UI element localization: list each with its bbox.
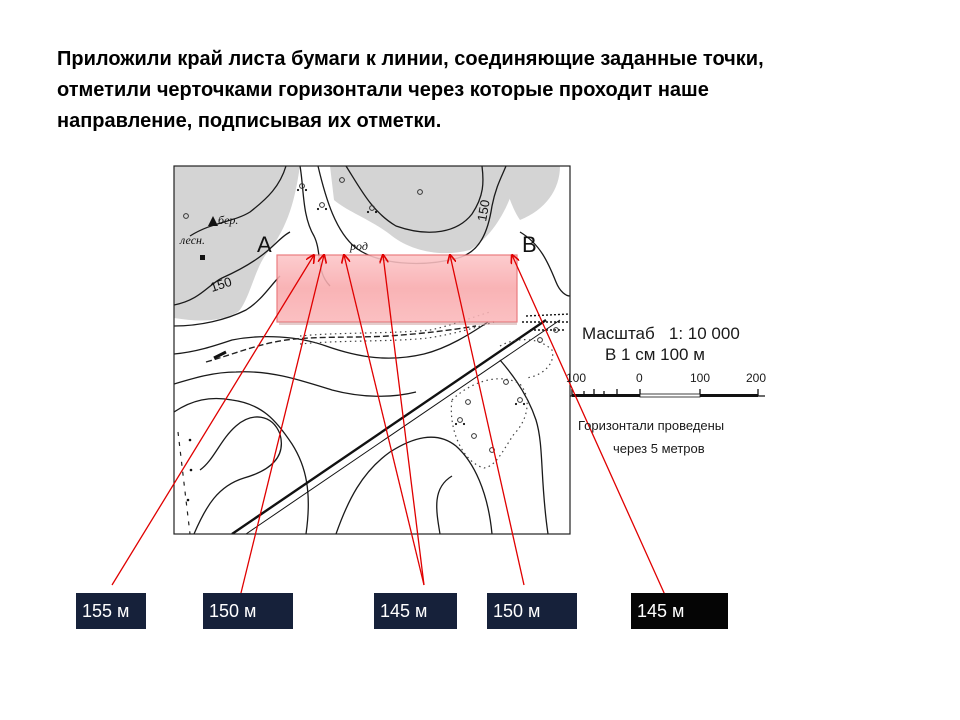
- contour-interval-note-2: через 5 метров: [613, 441, 705, 456]
- contour-label-150-top: 150: [474, 198, 493, 223]
- map-text-rod: род: [350, 239, 368, 253]
- contour-interval-note-1: Горизонтали проведены: [578, 418, 725, 433]
- map-text-ber: бер.: [218, 213, 239, 227]
- scale-title: Масштаб 1: 10 000: [582, 324, 740, 343]
- scale-tick-200: 200: [746, 371, 767, 385]
- scale-legend: [570, 389, 765, 397]
- scale-tick-100: 100: [690, 371, 711, 385]
- paper-strip: [277, 255, 517, 322]
- heading-line-2: отметили черточками горизонтали через которые проходит наше: [57, 79, 709, 101]
- contour-label-150-left: 150: [208, 273, 234, 295]
- heading-line-1: Приложили край листа бумаги к линии, соединяющие заданные точки,: [57, 48, 764, 70]
- survey-point-icon: [200, 255, 205, 260]
- elevation-label-145-right: 145 м: [631, 593, 728, 629]
- elevation-label-150-left: 150 м: [203, 593, 293, 629]
- elevation-label-150-right: 150 м: [487, 593, 577, 629]
- heading-line-3: направление, подписывая их отметки.: [57, 110, 442, 132]
- point-b-label: B: [522, 232, 537, 257]
- scale-subtitle: В 1 см 100 м: [605, 345, 705, 364]
- paper-strip-shadow: [279, 322, 517, 325]
- elevation-label-155: 155 м: [76, 593, 146, 629]
- map-text-lesn: лесн.: [180, 233, 205, 247]
- point-a-label: A: [257, 232, 272, 257]
- scale-tick-0: 0: [636, 371, 643, 385]
- scale-tick-100-left: 100: [566, 371, 587, 385]
- elevation-label-145-middle: 145 м: [374, 593, 457, 629]
